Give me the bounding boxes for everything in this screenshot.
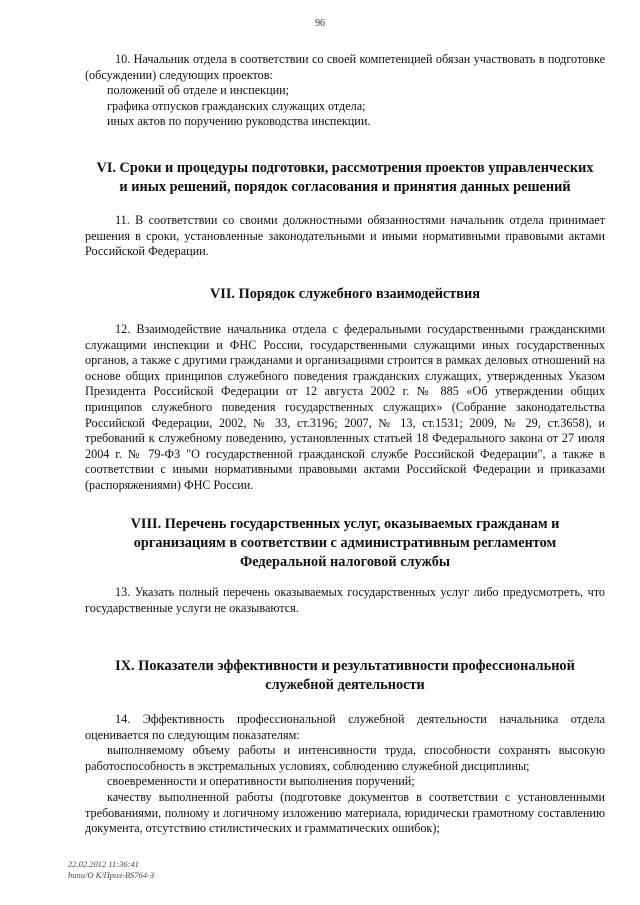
- section-heading-9: [85, 657, 605, 695]
- paragraph-11-text: 11. В соответствии со своими должностными обязанностями начальник отдела принимает решения в сроки, установленные законодательными и иными нормативными правовыми актами Российской Федерации.: [85, 213, 605, 259]
- paragraph-12-text: 12. Взаимодействие начальника отдела с федеральными государственными гражданскими служащими инспекции и ФНС России, государственными служащими иных государственных органов, а также с другими гражданами и организациями строится в рамках деловых отношений на основе общих принципов служебного поведения гражданских служащих, утвержденных Указом Президента Российской Федерации от 12 августа 2002 г. № 885 «Об утверждении общих принципов служебного поведения государственных служащих» (Собрание законодательства Российской Федерации, 2002, № 33, ст.3196; 2007, № 13, ст.1531; 2009, № 29, ст.3658), и требований к служебному поведению, установленных статьей 18 Федерального закона от 27 июля 2004 г. № 79-ФЗ "О государственной гражданской службе Российской Федерации", а также в соответствии с иными нормативными правовыми актами Российской Федерации и приказами (распоряжениями) ФНС России.: [85, 322, 605, 492]
- section-heading-6: [85, 159, 605, 197]
- heading-line: VI. Сроки и процедуры подготовки, рассмотрения проектов управленческих: [96, 160, 594, 176]
- paragraph-10: [85, 52, 605, 130]
- heading-line: VIII. Перечень государственных услуг, оказываемых гражданам и: [130, 516, 560, 532]
- paragraph-14: [85, 712, 605, 837]
- list-item: иных актов по поручению руководства инспекции.: [107, 114, 371, 129]
- section-heading-8: [85, 515, 605, 572]
- heading-line: и иных решений, порядок согласования и принятия данных решений: [119, 179, 571, 195]
- heading-line: служебной деятельности: [265, 677, 425, 693]
- paragraph-14-lead: 14. Эффективность профессиональной служебной деятельности начальника отдела оценивается по следующим показателям:: [85, 712, 605, 742]
- paragraph-10-lead: 10. Начальник отдела в соответствии со своей компетенцией обязан участвовать в подготовке (обсуждении) следующих проектов:: [85, 52, 605, 82]
- footer-timestamp: 22.02.2012 11:36:41: [68, 859, 139, 869]
- section-heading-7: [85, 285, 605, 304]
- heading-line: Федеральной налоговой службы: [239, 554, 451, 570]
- heading-line: IX. Показатели эффективности и результативности профессиональной: [115, 658, 575, 674]
- heading-line: организациям в соответствии с административным регламентом: [133, 535, 557, 551]
- paragraph-11: [85, 213, 605, 260]
- list-item: качеству выполненной работы (подготовке документов в соответствии с установленными требованиями, полному и логичному изложению материала, юридически грамотному составлению документа, отсутствию стилистических и грамматических ошибок);: [85, 789, 605, 836]
- list-item: положений об отделе и инспекции;: [107, 83, 290, 98]
- list-item: своевременности и оперативности выполнения поручений;: [107, 774, 415, 789]
- paragraph-13: [85, 585, 605, 616]
- paragraph-12: [85, 322, 605, 494]
- footer-file-path: bunu/O K/Прил-BS764-3: [68, 870, 155, 880]
- list-item: выполняемому объему работы и интенсивности труда, способности сохранять высокую работоспособность в экстремальных условиях, соблюдению служебной дисциплины;: [85, 743, 605, 773]
- page-number: 96: [315, 18, 325, 29]
- footer-stamp: [68, 859, 154, 881]
- list-item: графика отпусков гражданских служащих отдела;: [107, 98, 366, 113]
- heading-line: VII. Порядок служебного взаимодействия: [209, 286, 480, 302]
- paragraph-13-text: 13. Указать полный перечень оказываемых государственных услуг либо предусмотреть, что государственные услуги не оказываются.: [85, 585, 605, 615]
